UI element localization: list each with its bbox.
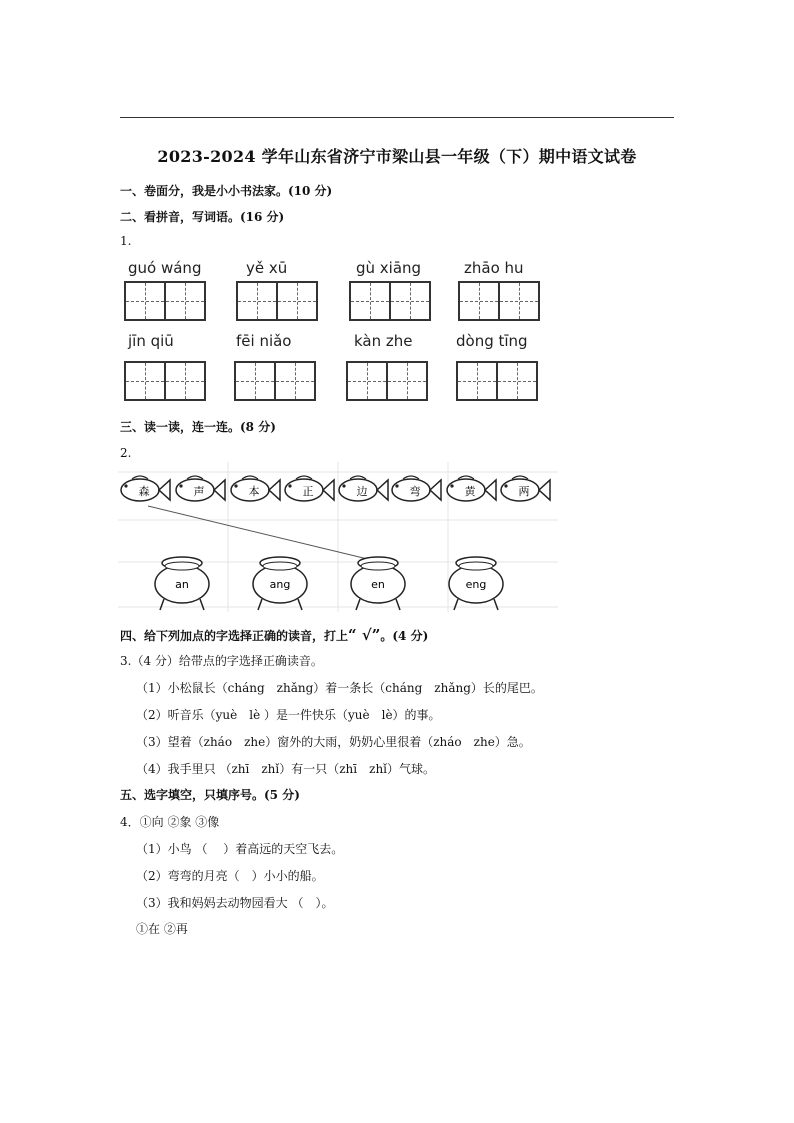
question-3-item: （4）我手里只 （zhī zhǐ）有一只（zhī zhǐ）气球。 — [136, 762, 436, 776]
question-4-item: （1）小鸟 （ ）着高远的天空飞去。 — [136, 842, 344, 856]
fish-icon[interactable] — [501, 476, 550, 501]
question-3-intro: 3.（4 分）给带点的字选择正确读音。 — [120, 654, 323, 668]
pinyin-label: guó wáng — [128, 259, 202, 277]
fish-icon[interactable] — [231, 476, 280, 501]
pot-syllable: en — [371, 578, 385, 591]
pot-icon[interactable] — [155, 557, 209, 610]
pinyin-label: yě xū — [246, 259, 288, 277]
pinyin-label: gù xiāng — [356, 259, 422, 277]
pinyin-label: dòng tīng — [456, 332, 528, 350]
header-rule — [120, 117, 674, 118]
question-4-intro: 4．①向 ②象 ③像 — [120, 815, 220, 829]
question-2-number: 2. — [120, 446, 132, 460]
pot-icon[interactable] — [253, 557, 307, 610]
fish-character: 正 — [302, 485, 314, 498]
question-4-item: （3）我和妈妈去动物园看大 （ ）。 — [136, 896, 334, 910]
fish-icon[interactable] — [339, 476, 388, 501]
question-3-item: （1）小松鼠长（cháng zhǎng）着一条长（cháng zhǎng）长的尾巴。 — [136, 681, 543, 695]
question-3-item: （3）望着（zháo zhe）窗外的大雨，奶奶心里很着（zháo zhe）急。 — [136, 735, 531, 749]
section-4-heading — [120, 626, 428, 644]
fish-icon[interactable] — [121, 476, 170, 501]
pot-icon[interactable] — [449, 557, 503, 610]
section-2-heading: 二、看拼音，写词语。(16 分) — [120, 210, 285, 224]
fish-icon[interactable] — [176, 476, 225, 501]
writing-grid[interactable] — [236, 281, 318, 321]
question-4-item: （2）弯弯的月亮（ ）小小的船。 — [136, 869, 324, 883]
fish-icon[interactable] — [285, 476, 334, 501]
fish-pot-matching-figure — [118, 462, 558, 612]
example-connecting-line — [148, 506, 380, 562]
pot-syllable: ang — [269, 578, 291, 591]
section-4-points: 。(4 分) — [380, 629, 429, 643]
fish-character: 森 — [138, 485, 150, 498]
fish-character: 边 — [356, 485, 368, 498]
pot-icon[interactable] — [351, 557, 405, 610]
section-5-heading: 五、选字填空，只填序号。(5 分) — [120, 788, 300, 802]
writing-grid[interactable] — [234, 361, 316, 401]
writing-grid[interactable] — [346, 361, 428, 401]
pinyin-label: fēi niǎo — [236, 332, 292, 350]
fish-character: 弯 — [409, 485, 421, 498]
writing-grid[interactable] — [124, 361, 206, 401]
checkmark-symbol: “ √” — [348, 626, 381, 644]
pot-syllable: eng — [465, 578, 487, 591]
fish-character: 本 — [248, 485, 260, 498]
pot-syllable: an — [175, 578, 189, 591]
question-1-number: 1. — [120, 234, 132, 248]
question-3-item: （2）听音乐（yuè lè ）是一件快乐（yuè lè）的事。 — [136, 708, 441, 722]
page-title: 2023-2024 学年山东省济宁市梁山县一年级（下）期中语文试卷 — [157, 147, 637, 166]
fish-icon[interactable] — [447, 476, 496, 501]
writing-grid[interactable] — [349, 281, 431, 321]
writing-grid[interactable] — [458, 281, 540, 321]
section-4-text: 四、给下列加点的字选择正确的读音，打上 — [120, 629, 349, 643]
fish-icon[interactable] — [392, 476, 441, 501]
fish-character: 两 — [518, 485, 530, 498]
fish-character: 黄 — [464, 485, 476, 498]
pinyin-label: kàn zhe — [354, 332, 413, 350]
next-question-options: ①在 ②再 — [136, 922, 188, 936]
fish-character: 声 — [193, 485, 205, 498]
writing-grid[interactable] — [124, 281, 206, 321]
section-3-heading: 三、读一读，连一连。(8 分) — [120, 420, 276, 434]
section-1-heading: 一、卷面分，我是小小书法家。(10 分) — [120, 184, 333, 198]
pinyin-label: zhāo hu — [464, 259, 524, 277]
pinyin-label: jīn qiū — [128, 332, 174, 350]
writing-grid[interactable] — [456, 361, 538, 401]
